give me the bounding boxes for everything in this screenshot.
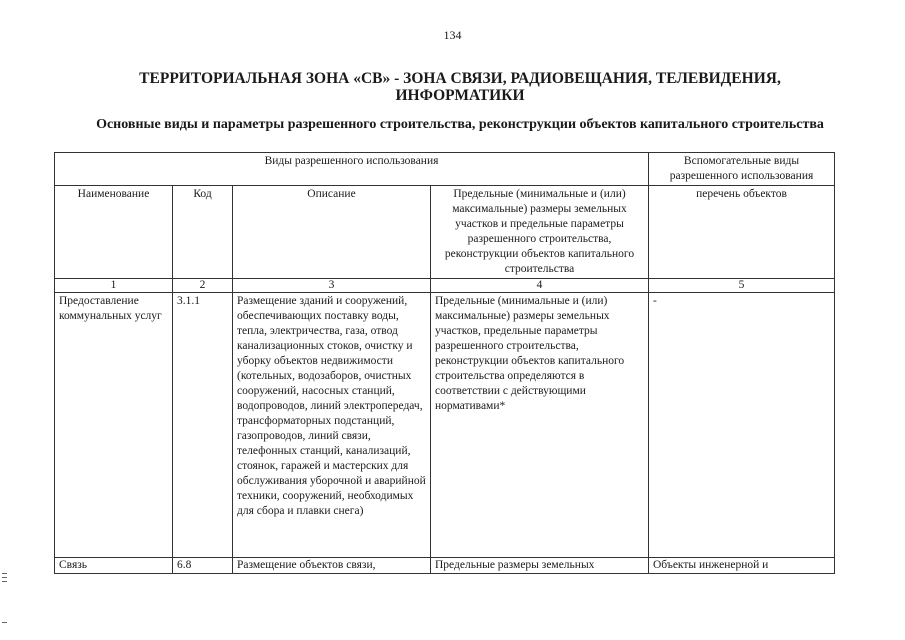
cell-name: Предоставление коммунальных услуг [55,293,173,558]
page-number: 134 [443,28,462,42]
zone-title: ТЕРРИТОРИАЛЬНАЯ ЗОНА «СВ» - ЗОНА СВЯЗИ, РАДИОВЕЩАНИЯ, ТЕЛЕВИДЕНИЯ, ИНФОРМАТИКИ [139,70,781,104]
table-column-number-row [55,279,835,293]
column-header-code: Код [173,186,233,279]
group-header-main: Виды разрешенного использования [55,153,649,186]
table-column-header-row [55,186,835,279]
permitted-use-table [54,152,835,574]
table-row [55,293,835,558]
cell-name: Связь [55,558,173,574]
cell-description: Размещение объектов связи, [233,558,431,574]
scan-margin-mark [2,581,7,582]
column-number: 5 [649,279,835,293]
group-header-aux: Вспомогательные виды разрешенного использования [649,153,835,186]
column-number: 3 [233,279,431,293]
cell-limits: Предельные размеры земельных [431,558,649,574]
column-header-aux-list: перечень объектов [649,186,835,279]
cell-aux: - [649,293,835,558]
column-number: 1 [55,279,173,293]
cell-aux: Объекты инженерной и [649,558,835,574]
table-row [55,558,835,574]
column-number: 4 [431,279,649,293]
scan-margin-mark [2,573,7,574]
cell-limits: Предельные (минимальные и (или) максимальные) размеры земельных участков, предельные параметры разрешенного строительства, реконструкции объектов капитального строительства определяются в соответствии с действующими нормативами* [431,293,649,558]
cell-code: 3.1.1 [173,293,233,558]
scan-margin-mark [2,577,7,578]
section-subtitle: Основные виды и параметры разрешенного строительства, реконструкции объектов капитального строительства [96,117,824,132]
scan-margin-mark [2,622,7,623]
cell-code: 6.8 [173,558,233,574]
table-group-header-row [55,153,835,186]
column-number: 2 [173,279,233,293]
column-header-description: Описание [233,186,431,279]
column-header-name: Наименование [55,186,173,279]
cell-description: Размещение зданий и сооружений, обеспечивающих поставку воды, тепла, электричества, газа, отвод канализационных стоков, очистку и уборку объектов недвижимости (котельных, водозаборов, очистных сооружений, насосных станций, водопроводов, линий электропередач, трансформаторных подстанций, газопроводов, линий связи, телефонных станций, канализаций, стоянок, гаражей и мастерских для обслуживания уборочной и аварийной техники, сооружений, необходимых для сбора и плавки снега) [233,293,431,558]
column-header-limits: Предельные (минимальные и (или) максимальные) размеры земельных участков и предельные параметры разрешенного строительства, реконструкции объектов капитального строительства [431,186,649,279]
